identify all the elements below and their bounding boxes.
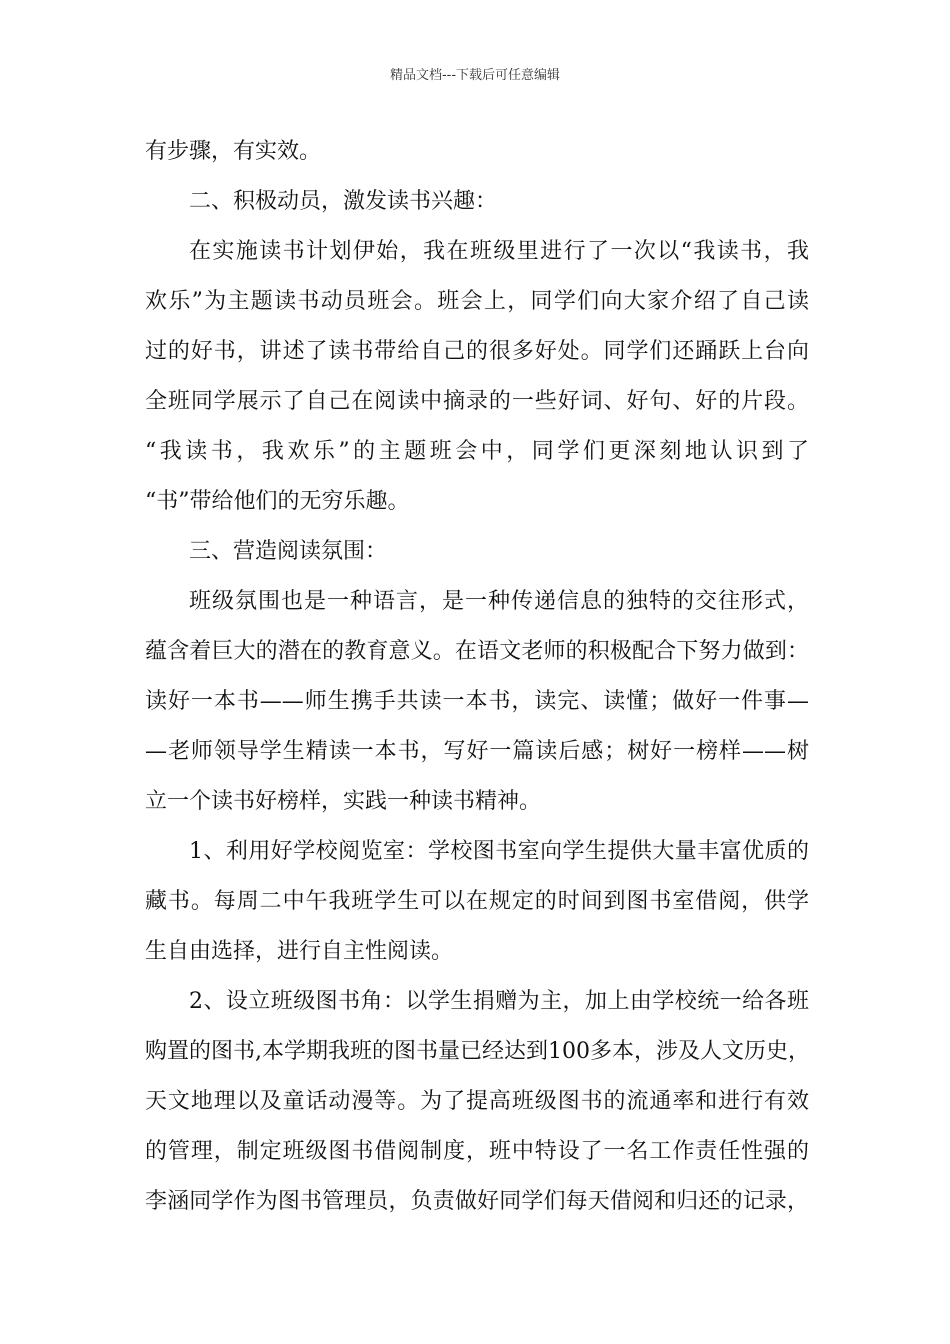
text-line: 过的好书，讲述了读书带给自己的很多好处。同学们还踊跃上台向 (145, 339, 809, 364)
document-body (145, 127, 809, 1227)
text-line: 立一个读书好榜样，实践一种读书精神。 (145, 789, 542, 814)
text-line: 天文地理以及童话动漫等。为了提高班级图书的流通率和进行有效 (145, 1089, 809, 1114)
text-line: “书”带给他们的无穷乐趣。 (145, 489, 410, 514)
text-line: 1、利用好学校阅览室：学校图书室向学生提供大量丰富优质的 (189, 839, 809, 864)
section-heading: 二、积极动员，激发读书兴趣： (189, 189, 498, 214)
text-line: 藏书。每周二中午我班学生可以在规定的时间到图书室借阅，供学 (145, 889, 809, 914)
text-line: —老师领导学生精读一本书，写好一篇读后感；树好一榜样——树 (145, 739, 809, 764)
text-line: 的管理，制定班级图书借阅制度，班中特设了一名工作责任性强的 (145, 1139, 809, 1164)
text-line: 有步骤，有实效。 (145, 139, 322, 164)
text-line: 读好一本书——师生携手共读一本书，读完、读懂；做好一件事— (145, 689, 809, 714)
section-heading: 三、营造阅读氛围： (189, 539, 388, 564)
text-line: 全班同学展示了自己在阅读中摘录的一些好词、好句、好的片段。 (145, 389, 809, 414)
page-header: 精品文档---下载后可任意编辑 (389, 68, 561, 83)
text-line: 班级氛围也是一种语言，是一种传递信息的独特的交往形式， (189, 589, 809, 614)
text-line: 2、设立班级图书角：以学生捐赠为主，加上由学校统一给各班 (189, 989, 809, 1014)
text-line: 李涵同学作为图书管理员，负责做好同学们每天借阅和归还的记录， (145, 1189, 809, 1214)
text-line: 在实施读书计划伊始，我在班级里进行了一次以“我读书，我 (189, 239, 809, 264)
text-line: 欢乐”为主题读书动员班会。班会上，同学们向大家介绍了自己读 (145, 289, 809, 314)
text-line: 蕴含着巨大的潜在的教育意义。在语文老师的积极配合下努力做到： (145, 639, 809, 664)
text-line: “我读书，我欢乐”的主题班会中，同学们更深刻地认识到了 (145, 439, 809, 464)
text-line: 生自由选择，进行自主性阅读。 (145, 939, 454, 964)
text-line: 购置的图书,本学期我班的图书量已经达到100多本，涉及人文历史， (145, 1039, 810, 1064)
